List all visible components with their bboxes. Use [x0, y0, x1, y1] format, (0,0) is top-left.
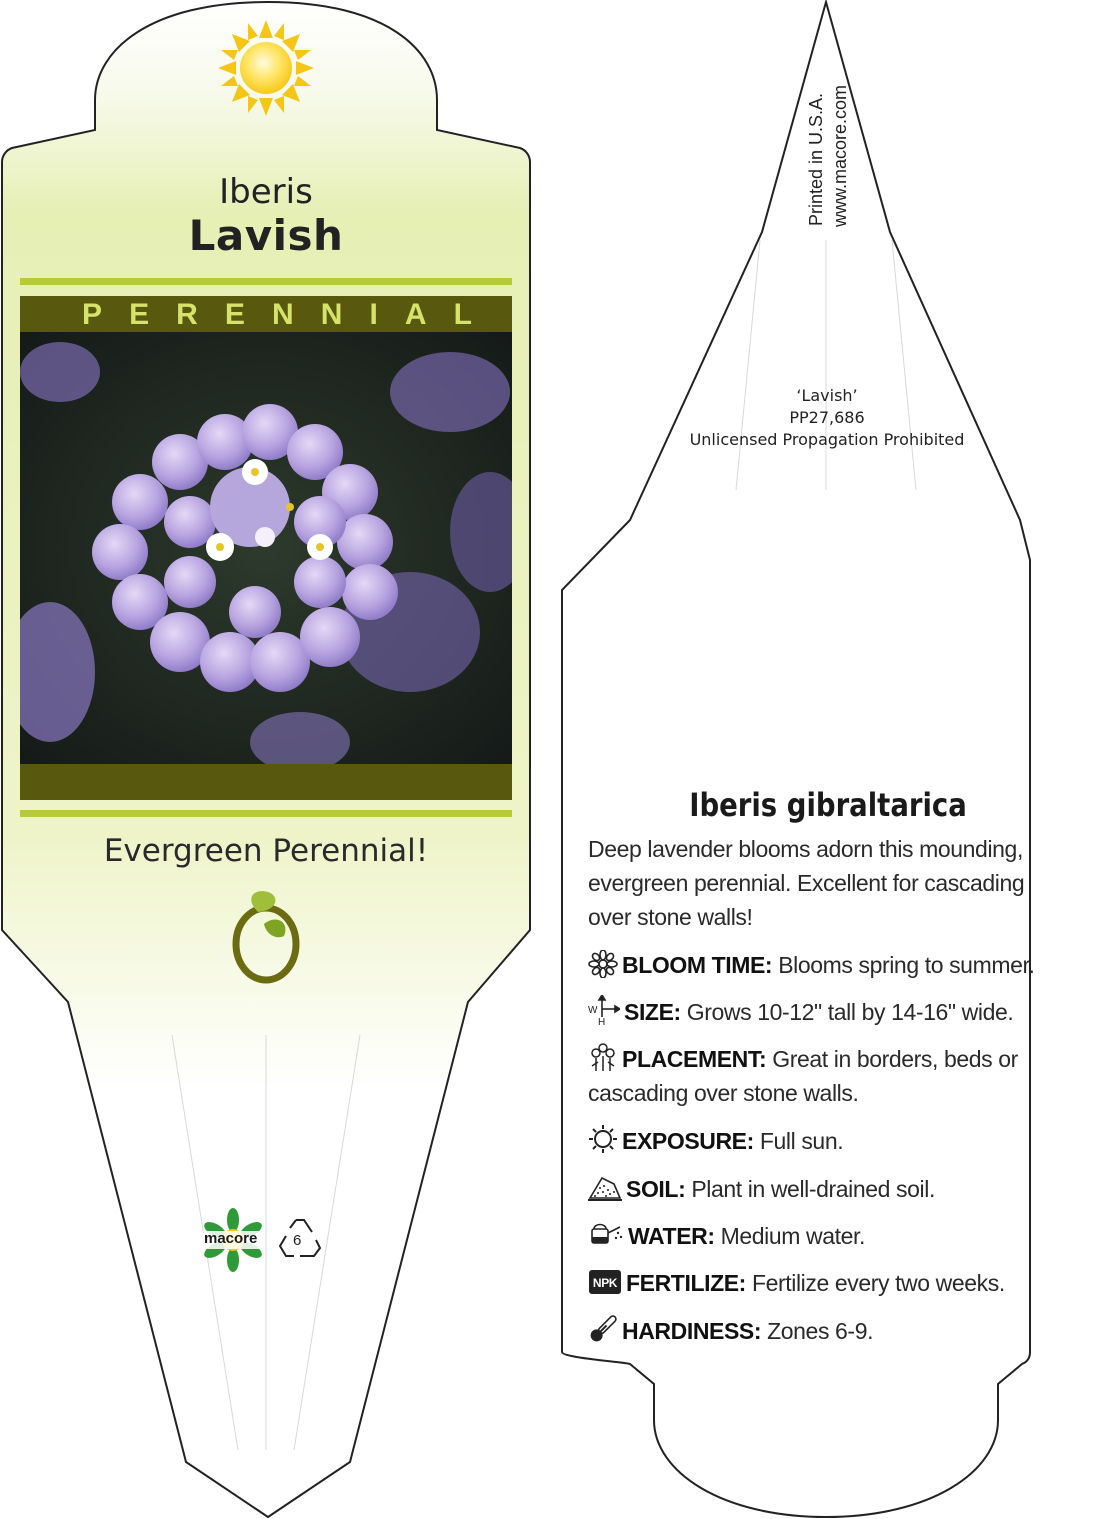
detail-text: Full sun. [759, 1128, 844, 1154]
full-sun-icon [218, 20, 314, 116]
detail-label: PLACEMENT: [622, 1046, 767, 1072]
detail-label: SIZE: [624, 999, 681, 1025]
size-icon [588, 995, 620, 1025]
patent-cultivar: ‘Lavish’ [796, 386, 858, 405]
plant-description: Deep lavender blooms adorn this mounding, evergreen perennial. Excellent for cascading over stone walls! [588, 836, 1025, 930]
npk-icon [588, 1266, 622, 1296]
category-letter: E [129, 298, 150, 331]
detail-text: Plant in well-drained soil. [691, 1176, 935, 1202]
detail-hardiness [588, 1314, 1058, 1348]
size-w-label: W [588, 1005, 598, 1016]
category-letter: P [82, 298, 103, 331]
soil-icon [588, 1174, 622, 1202]
sun-icon [588, 1124, 618, 1154]
detail-soil [588, 1172, 1058, 1206]
detail-text: Grows 10-12" tall by 14-16" wide. [686, 999, 1014, 1025]
category-letter: A [404, 298, 427, 331]
detail-text: Great in borders, beds or cascading over stone walls. [588, 1046, 1018, 1106]
flower-icon [588, 950, 618, 978]
category-letter: I [369, 298, 378, 331]
patent-number: PP27,686 [789, 408, 865, 427]
detail-text: Fertilize every two weeks. [751, 1270, 1005, 1296]
patent-notice: Unlicensed Propagation Prohibited [689, 430, 965, 449]
category-letter: N [271, 298, 294, 331]
detail-water [588, 1219, 1058, 1253]
npk-text: NPK [592, 1276, 618, 1290]
detail-label: HARDINESS: [622, 1318, 762, 1344]
detail-text: Medium water. [720, 1223, 865, 1249]
detail-text: Zones 6-9. [767, 1318, 874, 1344]
category-letter: E [224, 298, 245, 331]
detail-label: WATER: [628, 1223, 715, 1249]
plant-cultivar: Lavish [188, 211, 344, 260]
detail-placement [588, 1042, 1058, 1110]
category-letter: R [176, 298, 198, 331]
category-letter: L [453, 298, 472, 331]
detail-label: SOIL: [626, 1176, 686, 1202]
thermometer-icon [588, 1314, 618, 1344]
detail-size [588, 995, 1058, 1029]
category-label [20, 296, 512, 332]
detail-label: BLOOM TIME: [622, 952, 773, 978]
plant-genus: Iberis [219, 172, 313, 212]
detail-label: FERTILIZE: [626, 1270, 746, 1296]
category-letter: N [320, 298, 343, 331]
brand-name: macore [204, 1230, 258, 1247]
detail-fertilize [588, 1266, 1058, 1300]
detail-exposure [588, 1124, 1058, 1158]
species-name: Iberis gibraltarica [689, 786, 967, 824]
placement-icon [588, 1042, 618, 1072]
detail-text: Blooms spring to summer. [778, 952, 1035, 978]
printed-in: Printed in U.S.A. [806, 92, 826, 226]
watering-can-icon [588, 1219, 624, 1249]
photo-bottom-band [20, 764, 512, 800]
tagline: Evergreen Perennial! [103, 833, 429, 869]
detail-label: EXPOSURE: [622, 1128, 754, 1154]
size-h-label: H [598, 1017, 605, 1025]
detail-bloom-time [588, 948, 1058, 982]
plant-photo [20, 332, 512, 764]
website-url: www.macore.com [830, 84, 850, 227]
recycle-code: 6 [293, 1232, 302, 1249]
